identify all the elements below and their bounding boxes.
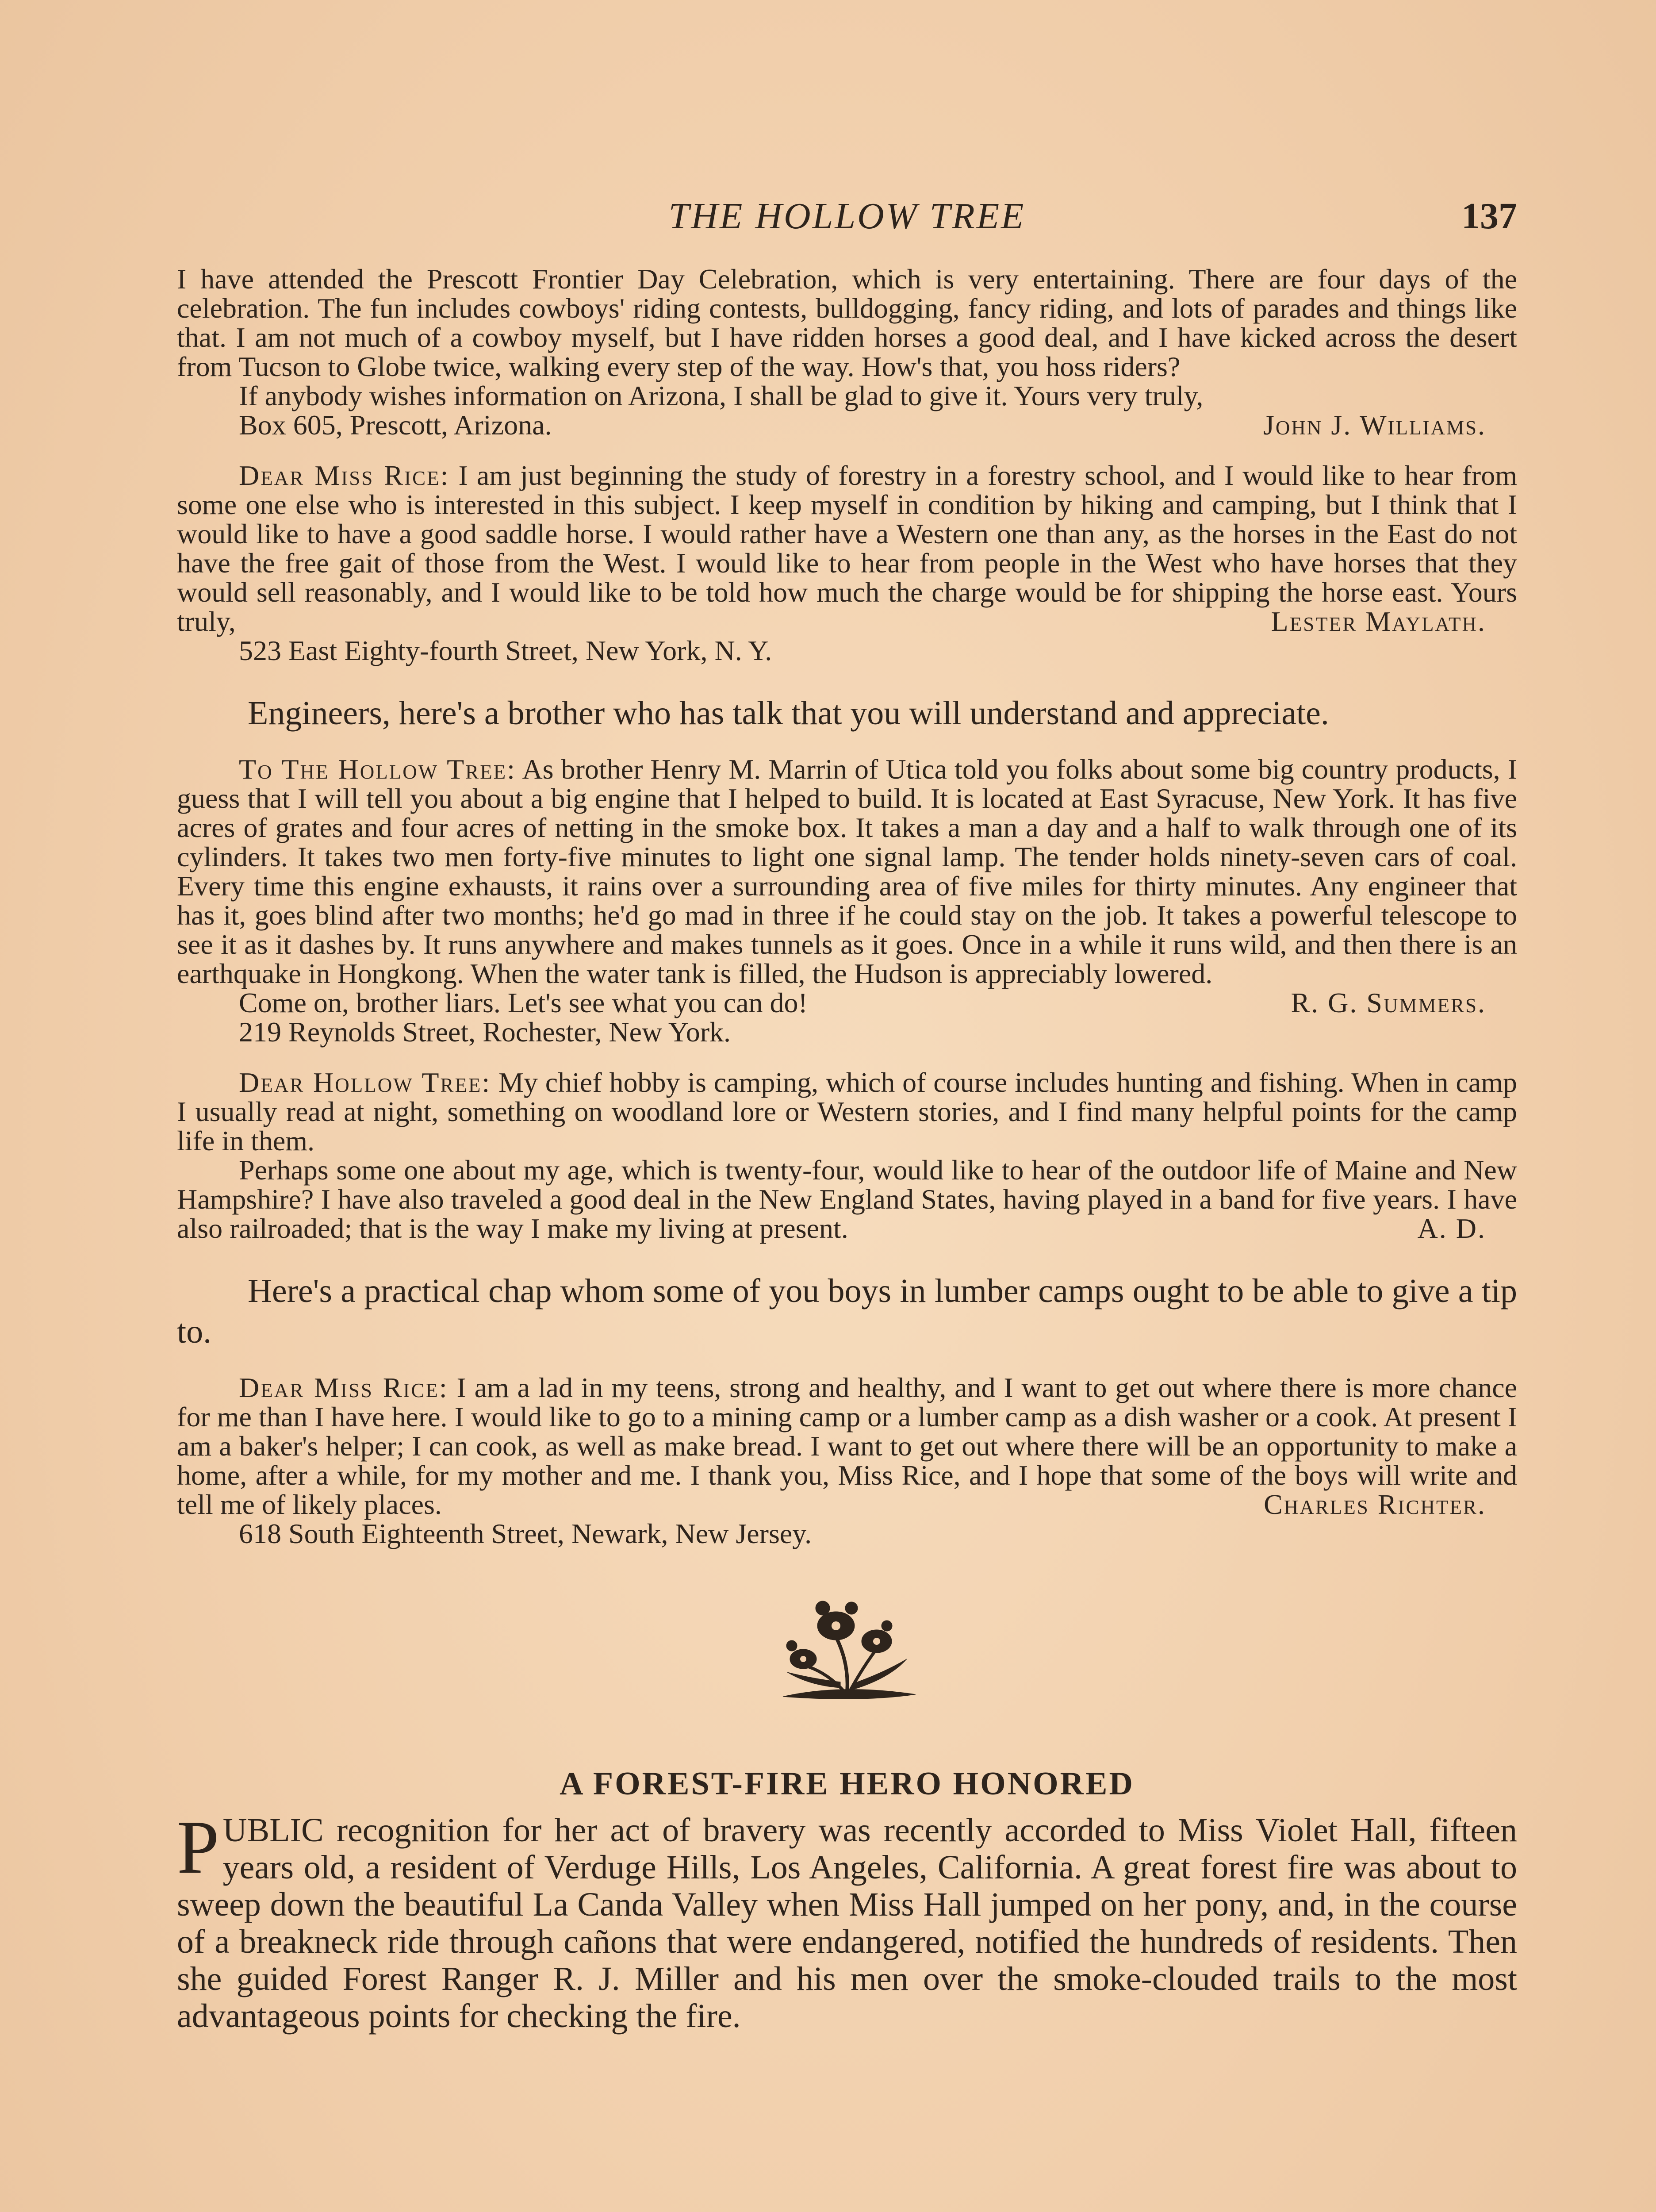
- letter-ad: [177, 1068, 1517, 1243]
- running-head: [177, 195, 1517, 243]
- letter-text-2: [177, 1156, 1517, 1243]
- letter-address: 618 South Eighteenth Street, Newark, New Jersey.: [239, 1518, 812, 1549]
- letter-address: 219 Reynolds Street, Rochester, New York.: [239, 1016, 731, 1048]
- letter-body: I am a lad in my teens, strong and healthy, and I want to get out where there is more chance for me than I have here. I would like to go to a mining camp or a lumber camp as a dish washer or a cook. At present I am a baker's helper; I can cook, as well as make bread. I want to get out where there will be an opportunity to make a home, after a while, for my mother and me. I thank you, Miss Rice, and I hope that some of the boys will write and tell me of likely places.: [177, 1372, 1518, 1520]
- page-content: [177, 195, 1517, 2035]
- letter-salutation: Dear Miss Rice:: [239, 1372, 448, 1403]
- editor-intro: Here's a practical chap whom some of you boys in lumber camps ought to be able to give a tip to.: [177, 1272, 1517, 1350]
- letter-footer: [177, 1018, 1517, 1047]
- letter-footer: [177, 636, 1517, 665]
- page-number: 137: [1461, 196, 1517, 237]
- letter-signature: John J. Williams.: [1263, 409, 1486, 441]
- letter-body-2: Perhaps some one about my age, which is twenty-four, would like to hear of the outdoor life of Maine and New Hampshire? I have also traveled a good deal in the New England States, having played in a band for five years. I have also railroaded; that is the way I make my living at present.: [177, 1154, 1517, 1244]
- letter-closing: Come on, brother liars. Let's see what you can do!: [239, 987, 808, 1018]
- letter-text: [177, 461, 1517, 636]
- flower-ornament-icon: [774, 1584, 920, 1703]
- letter-salutation: Dear Hollow Tree:: [239, 1067, 491, 1098]
- letter-address: 523 East Eighty-fourth Street, New York, N. Y.: [239, 635, 772, 666]
- letter-footer: [177, 1519, 1517, 1548]
- letter-closing: If anybody wishes information on Arizona, I shall be glad to give it. Yours very truly,: [239, 380, 1204, 411]
- letter-summers: [177, 755, 1517, 1047]
- letter-salutation: Dear Miss Rice:: [239, 460, 450, 491]
- letter-text: [177, 1068, 1517, 1156]
- letter-body: My chief hobby is camping, which of course includes hunting and fishing. When in camp I usually read at night, something on woodland lore or Western stories, and I find many helpful points for the camp life in them.: [177, 1067, 1518, 1156]
- letter-address: Box 605, Prescott, Arizona.: [239, 409, 552, 441]
- letter-closing-line: [177, 988, 1517, 1018]
- letter-williams: [177, 265, 1517, 440]
- editor-intro: Engineers, here's a brother who has talk that you will understand and appreciate.: [248, 695, 1329, 732]
- letter-richter: [177, 1373, 1517, 1548]
- letter-text: [177, 755, 1517, 988]
- drop-cap: P: [177, 1805, 219, 1889]
- article-title: A FOREST-FIRE HERO HONORED: [560, 1766, 1135, 1802]
- letter-body: I am just beginning the study of forestry in a forestry school, and I would like to hear from some one else who is interested in this subject. I keep myself in condition by hiking and camping, but I think that I would like to have a good saddle horse. I would rather have a Western one than any, as the horses in the East do not have the free gait of those from the West. I would like to hear from people in the West who have horses that they would sell reasonably, and I would like to be told how much the charge would be for shipping the horse east. Yours truly,: [177, 460, 1518, 637]
- letter-footer: [177, 411, 1517, 440]
- letter-signature: A. D.: [1417, 1213, 1486, 1244]
- article-text: UBLIC recognition for her act of bravery was recently accorded to Miss Violet Hall, fifteen years old, a resident of Verduge Hills, Los Angeles, California. A great forest fire was about to sweep down the beautiful La Canda Valley when Miss Hall jumped on her pony, and, in the course of a breakneck ride through cañons that were endangered, notified the hundreds of residents. Then she guided Forest Ranger R. J. Miller and his men over the smoke-clouded trails to the most advantageous points for checking the fire.: [177, 1812, 1517, 2035]
- letter-body: As brother Henry M. Marrin of Utica told you folks about some big country products, I guess that I will tell you about a big engine that I helped to build. It is located at East Syracuse, New York. It has five acres of grates and four acres of netting in the smoke box. It takes a man a day and a half to walk through one of its cylinders. It takes two men forty-five minutes to light one signal lamp. The tender holds ninety-seven cars of coal. Every time this engine exhausts, it rains over a surrounding area of five miles for thirty minutes. Any engineer that has it, goes blind after two months; he'd go mad in three if he could stay on the job. It takes a powerful telescope to see it as it dashes by. It runs anywhere and makes tunnels as it goes. Once in a while it runs wild, and then there is an earthquake in Hongkong. When the water tank is filled, the Hudson is appreciably lowered.: [177, 753, 1518, 989]
- article-body: [177, 1805, 1517, 2035]
- letter-text: [177, 1373, 1517, 1519]
- letter-signature: Lester Maylath.: [1271, 606, 1486, 637]
- running-title: THE HOLLOW TREE: [668, 196, 1026, 237]
- letter-body: I have attended the Prescott Frontier Day Celebration, which is very entertaining. There are four days of the celebration. The fun includes cowboys' riding contests, bulldogging, fancy riding, and lots of parades and things like that. I am not much of a cowboy myself, but I have ridden horses a good deal, and I have kicked across the desert from Tucson to Globe twice, walking every step of the way. How's that, you hoss riders?: [177, 263, 1517, 382]
- letter-maylath: [177, 461, 1517, 665]
- letter-signature: Charles Richter.: [1264, 1489, 1486, 1520]
- letter-salutation: To The Hollow Tree:: [239, 753, 516, 785]
- letter-signature: R. G. Summers.: [1291, 987, 1486, 1018]
